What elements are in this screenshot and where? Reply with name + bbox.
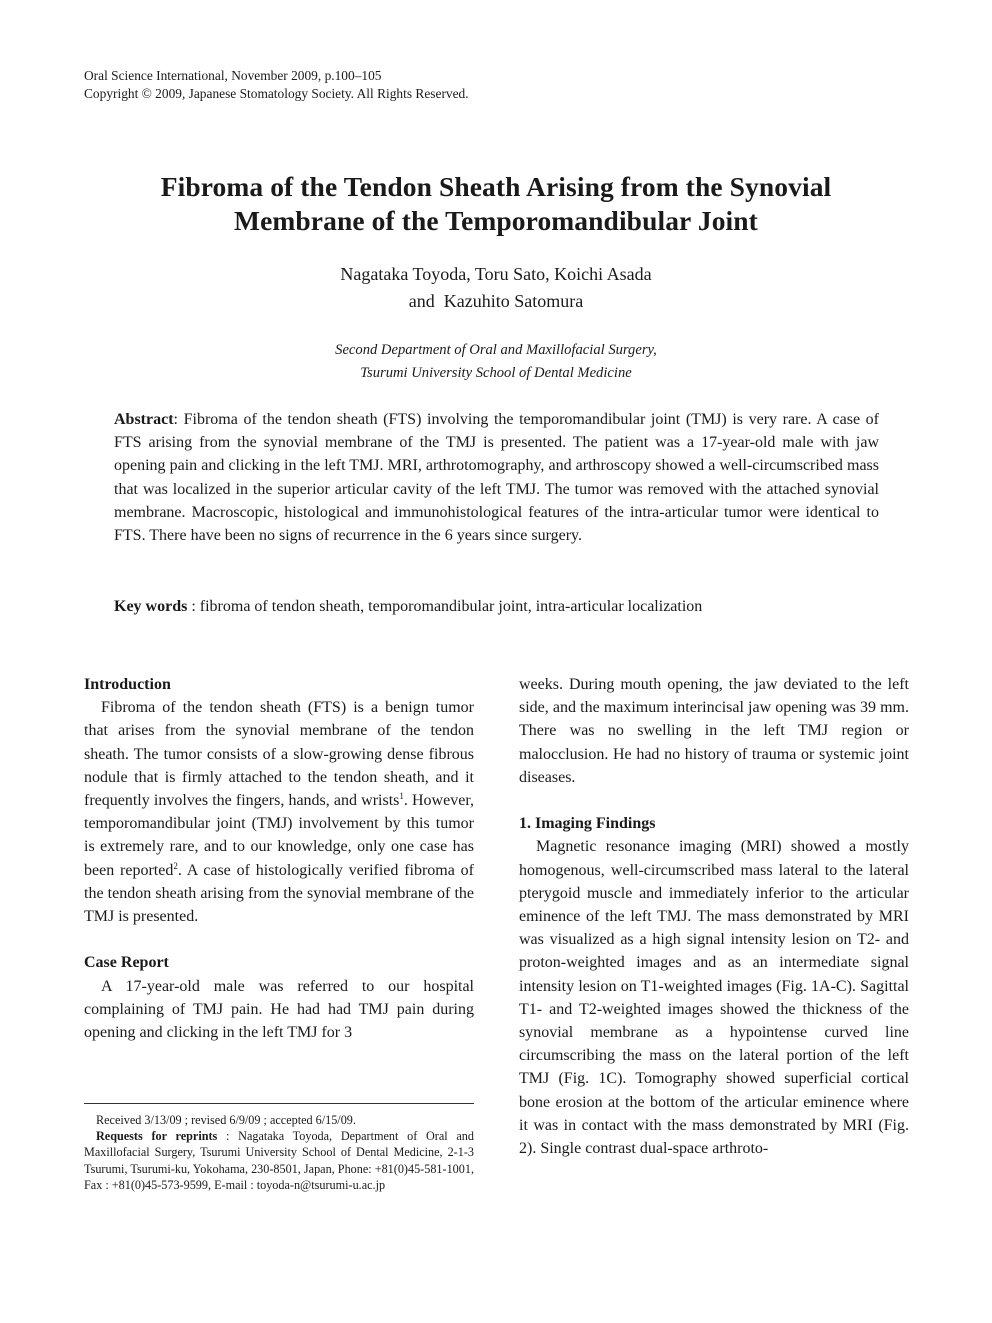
paper-title xyxy=(60,170,932,238)
reprint-request xyxy=(84,1128,474,1193)
case-report-continued: weeks. During mouth opening, the jaw deviated to the left side, and the maximum interincisal jaw opening was 39 mm. There was no swelling in the left TMJ region or malocclusion. He had no history of trauma or systemic joint diseases. xyxy=(519,676,909,786)
introduction-text-c: . A case of histologically verified fibroma of the tendon sheath arising from the synovial membrane of the TMJ is presented. xyxy=(84,861,474,926)
left-column xyxy=(84,673,474,1044)
footnote xyxy=(84,1112,474,1193)
abstract xyxy=(114,408,879,547)
reprints-colon: : xyxy=(217,1129,239,1144)
journal-citation: Oral Science International, November 2009, p.100–105 xyxy=(84,68,382,83)
affiliation xyxy=(60,339,932,384)
keywords-text: fibroma of tendon sheath, temporomandibular joint, intra-articular localization xyxy=(199,598,703,615)
title-line-1: Fibroma of the Tendon Sheath Arising from the Synovial xyxy=(160,171,832,202)
authors-line-2: and Kazuhito Satomura xyxy=(408,291,584,311)
footnote-divider xyxy=(84,1103,474,1104)
citation-ref-2: 2 xyxy=(173,860,178,871)
imaging-paragraph: Magnetic resonance imaging (MRI) showed a mostly homogenous, well-circumscribed mass lateral to the lateral pterygoid muscle and immediately inferior to the articular eminence of the left TMJ. The mass demonstrated by MRI was visualized as a high signal intensity lesion on T2- and proton-weighted images and as an intermediate signal intensity lesion on T1-weighted images (Fig. 1A-C). Sagittal T1- and T2-weighted images showed the thickness of the synovial membrane as a hypointense curved line circumscribing the mass on the lateral portion of the left TMJ (Fig. 1C). Tomography showed superficial cortical bone erosion at the bottom of the articular eminence where it was in contact with the mass demonstrated by MRI (Fig. 2). Single contrast dual-space arthroto- xyxy=(519,838,909,1158)
abstract-label: Abstract xyxy=(114,411,174,428)
case-report-paragraph: A 17-year-old male was referred to our hospital complaining of TMJ pain. He had had TMJ pain during opening and clicking in the left TMJ for 3 xyxy=(84,977,474,1042)
reprints-text: Nagataka Toyoda, Department of Oral and Maxillofacial Surgery, Tsurumi University School of Dental Medicine, 2-1-3 Tsurumi, Tsurumi-ku, Yokohama, 230-8501, Japan, Phone: +81(0)45-581-1001, Fax : +81(0)45-573-9599, E-mail : toyoda-n@tsurumi-u.ac.jp xyxy=(84,1129,474,1192)
abstract-text: Fibroma of the tendon sheath (FTS) involving the temporomandibular joint (TMJ) is very rare. A case of FTS arising from the synovial membrane of the TMJ is presented. The patient was a 17-year-old male with jaw opening pain and clicking in the left TMJ. MRI, arthrotomography, and arthroscopy showed a well-circumscribed mass that was localized in the superior articular cavity of the left TMJ. The tumor was removed with the attached synovial membrane. Macroscopic, histological and immunohistological features of the intra-articular tumor were identical to FTS. There have been no signs of recurrence in the 6 years since surgery. xyxy=(114,411,879,545)
reprints-label: Requests for reprints xyxy=(96,1129,218,1144)
keywords-label: Key words xyxy=(114,598,188,615)
imaging-heading: 1. Imaging Findings xyxy=(519,815,656,833)
introduction-text-a: Fibroma of the tendon sheath (FTS) is a benign tumor that arises from the synovial membrane of the tendon sheath. The tumor consists of a slow-growing dense fibrous nodule that is firmly attached to the tendon sheath, and it frequently involves the fingers, hands, and wrists xyxy=(84,699,474,810)
introduction-paragraph xyxy=(84,696,474,928)
introduction-text-b: . However, temporomandibular joint (TMJ) involvement by this tumor is extremely rare, and to our knowledge, only one case has been reported xyxy=(84,792,475,879)
case-report-heading: Case Report xyxy=(84,954,169,972)
abstract-colon: : xyxy=(173,411,184,428)
author-list xyxy=(60,261,932,315)
copyright-notice: Copyright © 2009, Japanese Stomatology Society. All Rights Reserved. xyxy=(84,86,469,101)
right-column xyxy=(519,673,909,1160)
title-line-2: Membrane of the Temporomandibular Joint xyxy=(234,205,758,236)
introduction-heading: Introduction xyxy=(84,676,171,693)
keywords-colon: : xyxy=(187,598,200,615)
keywords xyxy=(114,595,894,618)
journal-header xyxy=(84,67,469,103)
received-dates: Received 3/13/09 ; revised 6/9/09 ; accepted 6/15/09. xyxy=(96,1113,356,1127)
citation-ref-1: 1 xyxy=(399,791,404,802)
affiliation-line-1: Second Department of Oral and Maxillofacial Surgery, xyxy=(335,342,657,358)
affiliation-line-2: Tsurumi University School of Dental Medicine xyxy=(360,364,632,381)
authors-line-1: Nagataka Toyoda, Toru Sato, Koichi Asada xyxy=(340,264,652,284)
